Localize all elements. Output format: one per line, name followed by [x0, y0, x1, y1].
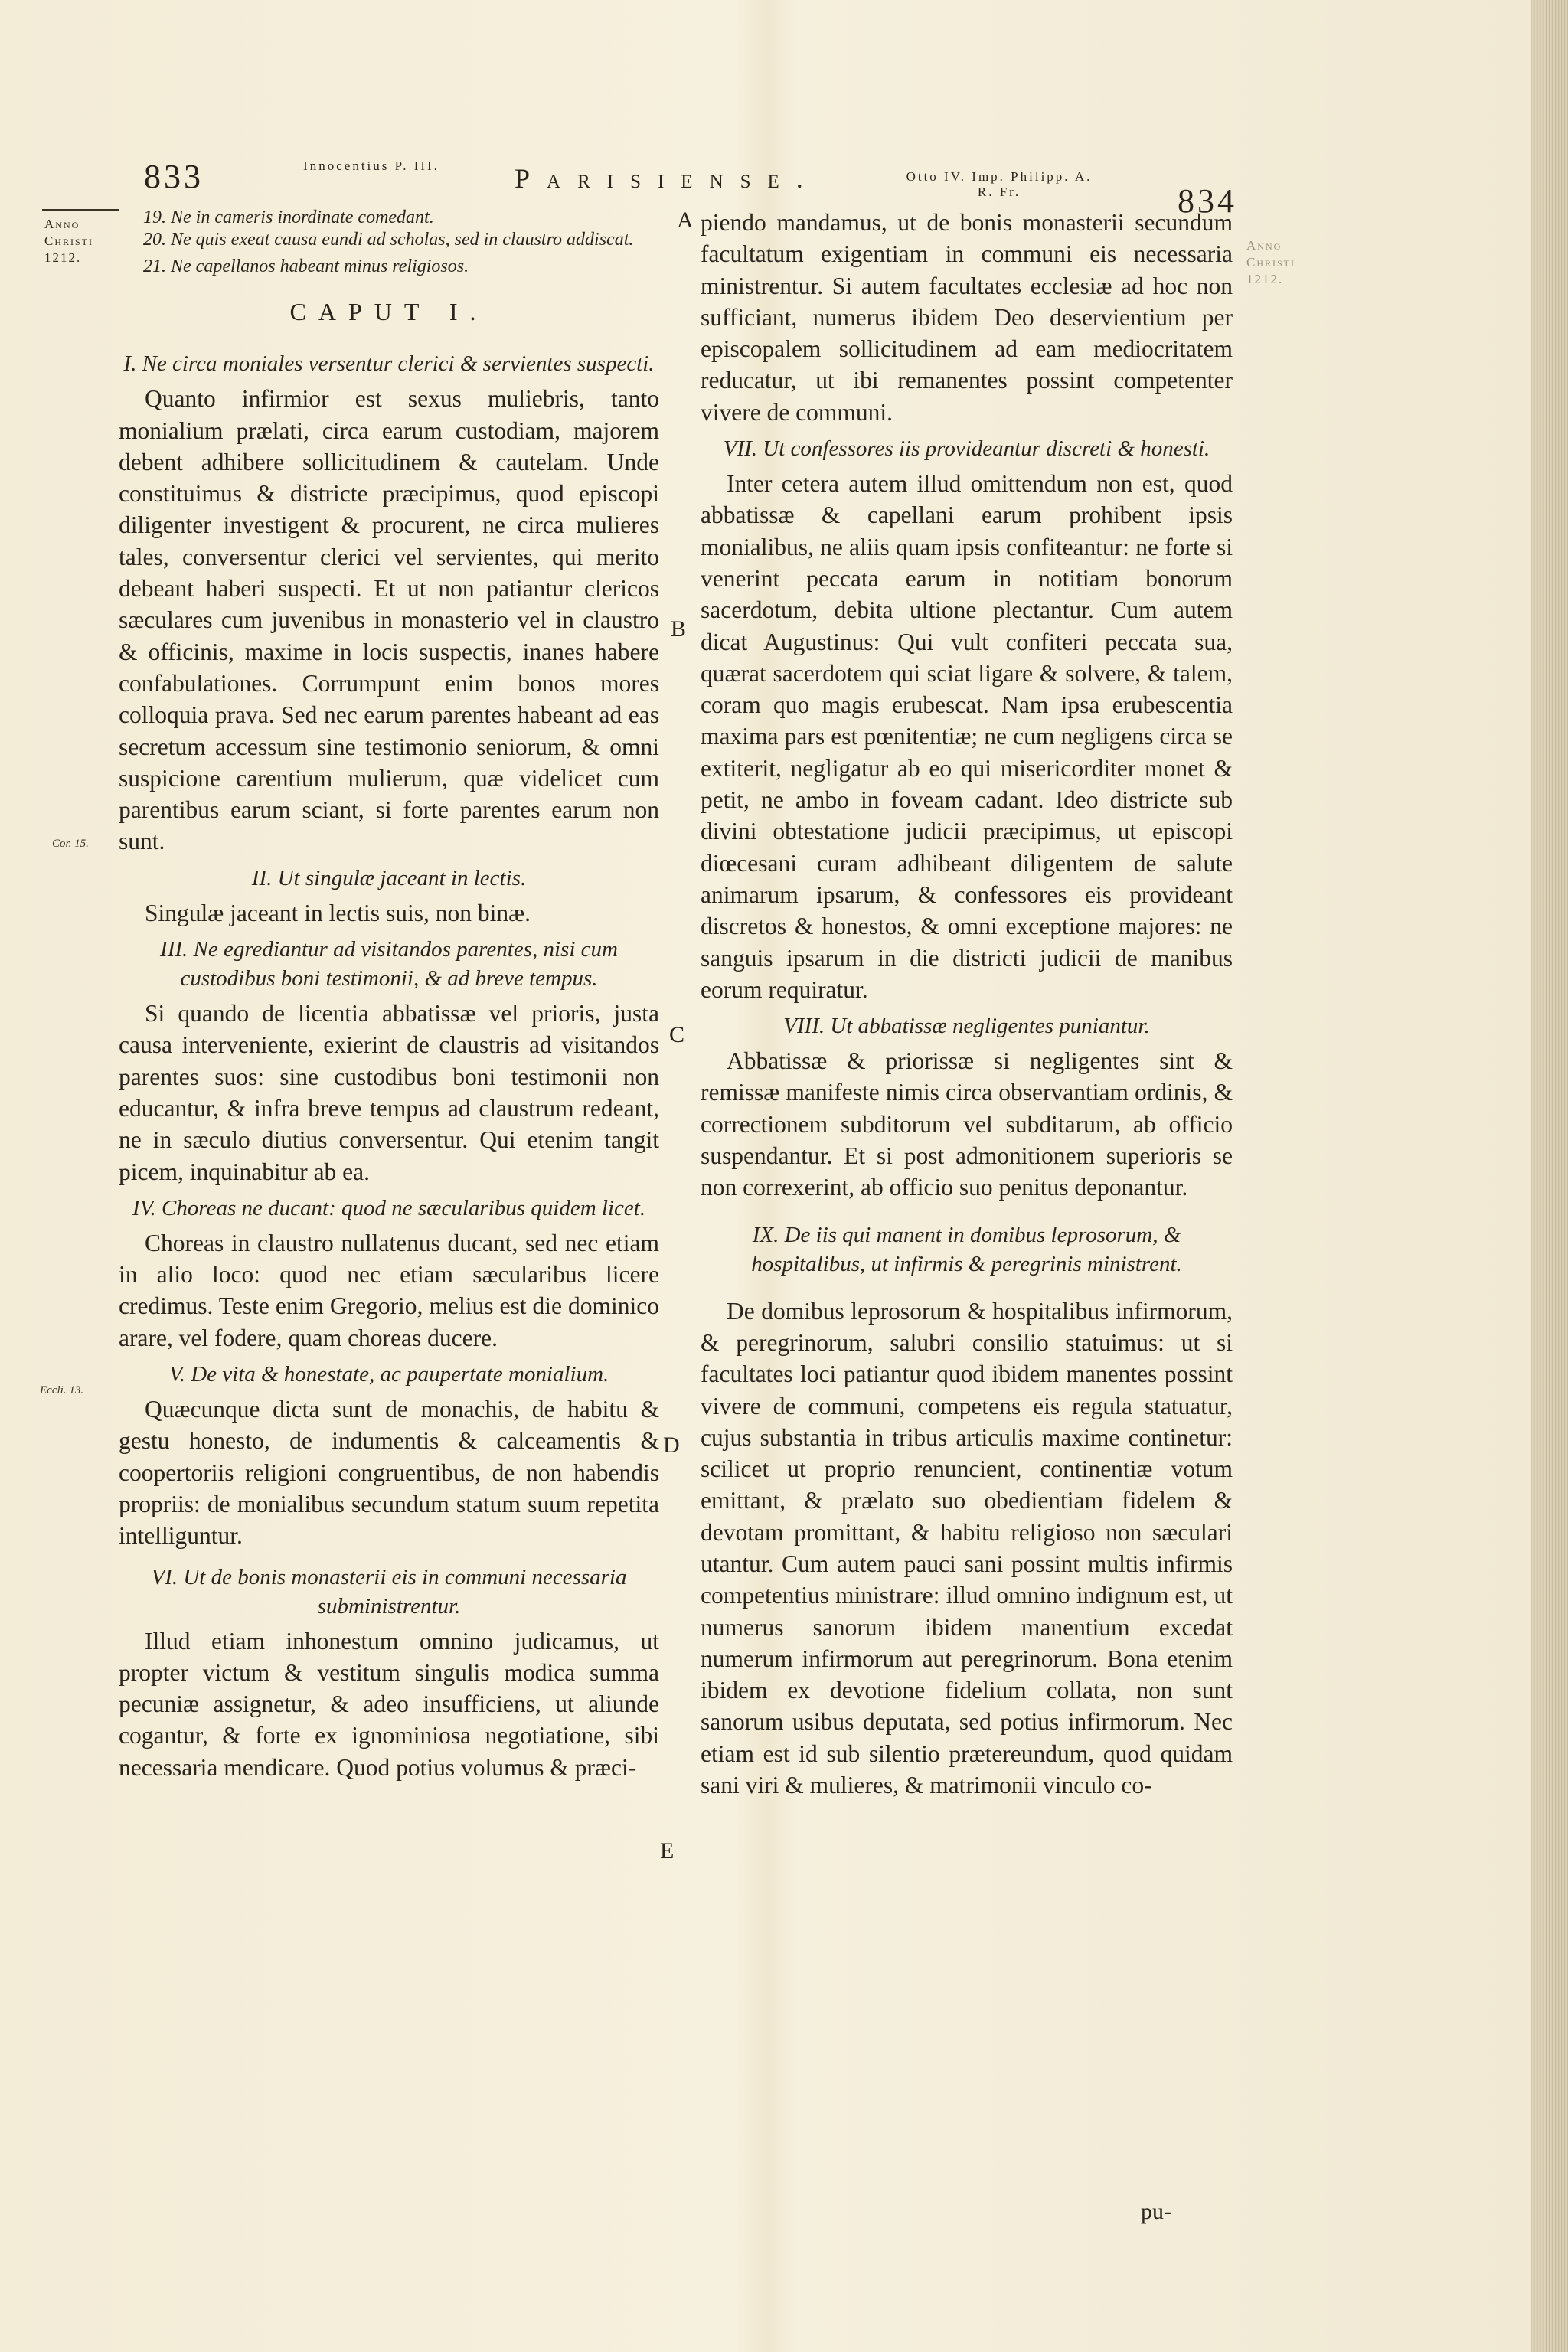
margin-ref-cor: Cor. 15. [52, 838, 89, 850]
book-page-edges [1531, 0, 1568, 2352]
section-heading-6: VI. Ut de bonis monasterii eis in communi necessaria subministrentur. [151, 1564, 627, 1619]
section-heading-9: IX. De iis qui manent in domibus leprosorum, & hospitalibus, ut infirmis & peregrinis ministrent. [751, 1222, 1182, 1276]
left-small-title: Innocentius P. III. [303, 158, 439, 173]
right-page-number: 834 [1178, 182, 1237, 220]
chapter-title: CAPUT I. [289, 298, 488, 325]
left-column [119, 207, 659, 1783]
toc-entry-21: 21. Ne capellanos habeant minus religiosos. [143, 256, 469, 276]
section-heading-5: V. De vita & honestate, ac paupertate monialium. [168, 1362, 609, 1387]
right-column [701, 207, 1233, 1801]
left-page-number: 833 [144, 158, 204, 195]
section-letter-d: D [663, 1432, 680, 1458]
section-letter-c: C [669, 1022, 685, 1047]
running-title: Parisiense. [514, 163, 820, 194]
section-paragraph-6-continued: piendo mandamus, ut de bonis monasterii secundum facultatum exigentiam in communi eis necessaria ministrentur. Si autem facultates ecclesiæ ad hoc non sufficiant, numerus ibidem Deo deservientium per episcopalem sollicitudinem ad eam mediocritatem reducatur, ut ibi remanentes possint competenter vivere de communi. [701, 209, 1233, 426]
catchword: pu- [1141, 2199, 1171, 2224]
section-paragraph-5: Quæcunque dicta sunt de monachis, de habitu & gestu honesto, de indumentis & calceamentis & coopertoriis religioni congruentibus, de non habendis propriis: de monialibus secundum statum suum repetita intelliguntur. [119, 1396, 659, 1550]
section-heading-8: VIII. Ut abbatissæ negligentes puniantur. [783, 1014, 1150, 1039]
margin-ref-eccli: Eccli. 13. [40, 1384, 84, 1396]
section-paragraph-7: Inter cetera autem illud omittendum non est, quod abbatissæ & capellani earum prohibent ipsis monialibus, ne aliis quam ipsis confiteantur: ne forte si venerint peccata earum in notitiam bonorum sacerdotum, debita ultione plectantur. Cum autem dicat Augustinus: Qui vult confiteri peccata sua, quærat sacerdotem qui sciat ligare & solvere, & talem, coram quo magis erubescat. Nam ipsa erubescentia maxima pars est pœnitentiæ; ne cum negligens circa se extiterit, negligatur ab eo qui misericorditer monet & petit, ne ambo in foveam cadant. Ideo districte sub divini obtestatione judicii præcipimus, ut episcopi diœcesani curam adhibeant diligentem de salute animarum ipsarum, & confessores eis provideant discretos & honestos, & omni exceptione majores: ne sanguis ipsarum in die districti judicii de manibus eorum requiratur. [701, 470, 1233, 1003]
left-year-note: Anno Christi 1212. [44, 217, 94, 265]
section-letter-a: A [677, 207, 694, 233]
section-heading-4: IV. Choreas ne ducant: quod ne sæcularibus quidem licet. [132, 1195, 646, 1220]
section-paragraph-3: Si quando de licentia abbatissæ vel prioris, justa causa interveniente, exierint de claustris ad visitandos parentes suos: sine custodibus boni testimonii non educantur, & infra breve tempus ad claustrum redeant, ne in sæculo diutius conversentur. Qui etenim tangit picem, inquinabitur ab ea. [119, 1000, 659, 1185]
section-paragraph-6: Illud etiam inhonestum omnino judicamus, ut propter victum & vestitum singulis modica summa pecuniæ assignetur, & adeo insufficiens, ut aliunde cogantur, & forte ex ignominiosa negotiatione, sibi necessaria mendicare. Quod potius volumus & præci- [119, 1627, 659, 1781]
section-paragraph-4: Choreas in claustro nullatenus ducant, sed nec etiam in alio loco: quod nec etiam sæcularibus licere credimus. Teste enim Gregorio, melius est die dominico arare, vel fodere, quam choreas ducere. [119, 1229, 659, 1351]
right-year-note: Anno Christi 1212. [1246, 238, 1296, 286]
section-heading-2: II. Ut singulæ jaceant in lectis. [251, 865, 527, 890]
section-heading-7: VII. Ut confessores iis provideantur discreti & honesti. [723, 436, 1210, 462]
section-paragraph-1: Quanto infirmior est sexus muliebris, tanto monialium prælati, circa earum custodiam, majorem debent adhibere sollicitudinem & cautelam. Unde constituimus & districte præcipimus, quod episcopi diligenter investigent & procurent, ne circa mulieres tales, conversentur clerici vel servientes, qui merito debeant haberi suspecti. Et ut non patiantur clericos sæculares cum juvenibus in monasterio vel in claustro & officinis, maxime in locis suspectis, inanes habere confabulationes. Corrumpunt enim bonos mores colloquia prava. Sed nec earum parentes habeant ad eas secretum accessum sine testimonio seniorum, & omni suspicione carentium mulierum, quæ videlicet cum parentibus earum sciant, si forte parentes earum non sunt. [119, 385, 659, 855]
right-small-title: Otto IV. Imp. Philipp. A. R. Fr. [906, 169, 1093, 199]
section-heading-3: III. Ne egrediantur ad visitandos parentes, nisi cum custodibus boni testimonii, & ad breve tempus. [160, 937, 618, 991]
section-letter-e: E [660, 1838, 675, 1864]
section-paragraph-8: Abbatissæ & priorissæ si negligentes sint & remissæ manifeste nimis circa observantiam ordinis, & correctionem subditorum vel subditarum, ab officio suspendantur. Et si post admonitionem superioris se non correxerint, ab officio suo penitus deponantur. [701, 1047, 1233, 1201]
section-heading-1: I. Ne circa moniales versentur clerici & servientes suspecti. [123, 351, 655, 377]
section-paragraph-9: De domibus leprosorum & hospitalibus infirmorum, & peregrinorum, salubri consilio statuimus: ut si facultates loci patiantur quod ibidem manentes possint vivere de communi, competens eis regula statuatur, cujus substantia in tribus articulis maxime continetur: scilicet ut proprio renuncient, continentiæ votum emittant, & prælato suo obedientiam fidelem & devotam promittant, & habitu religioso non sæculari utantur. Cum autem pauci sani possint multis infirmis competentius ministrare: illud omnino indignum est, ut numerus sanorum ibidem manentium excedat numerum infirmorum aut peregrinorum. Bona etenim ibidem ex devotione fidelium collata, non sunt sanorum usibus deputata, sed potius infirmorum. Nec etiam est id sub silentio prætereundum, quod quidam sani viri & mulieres, & matrimonii vinculo co- [701, 1297, 1233, 1799]
header-rule [42, 209, 119, 211]
section-paragraph-2: Singulæ jaceant in lectis suis, non binæ. [145, 899, 531, 926]
toc-entry-19: 19. Ne in cameris inordinate comedant. [143, 207, 434, 227]
section-letter-b: B [671, 616, 687, 642]
toc-entry-20: 20. Ne quis exeat causa eundi ad scholas, sed in claustro addiscat. [143, 230, 634, 250]
